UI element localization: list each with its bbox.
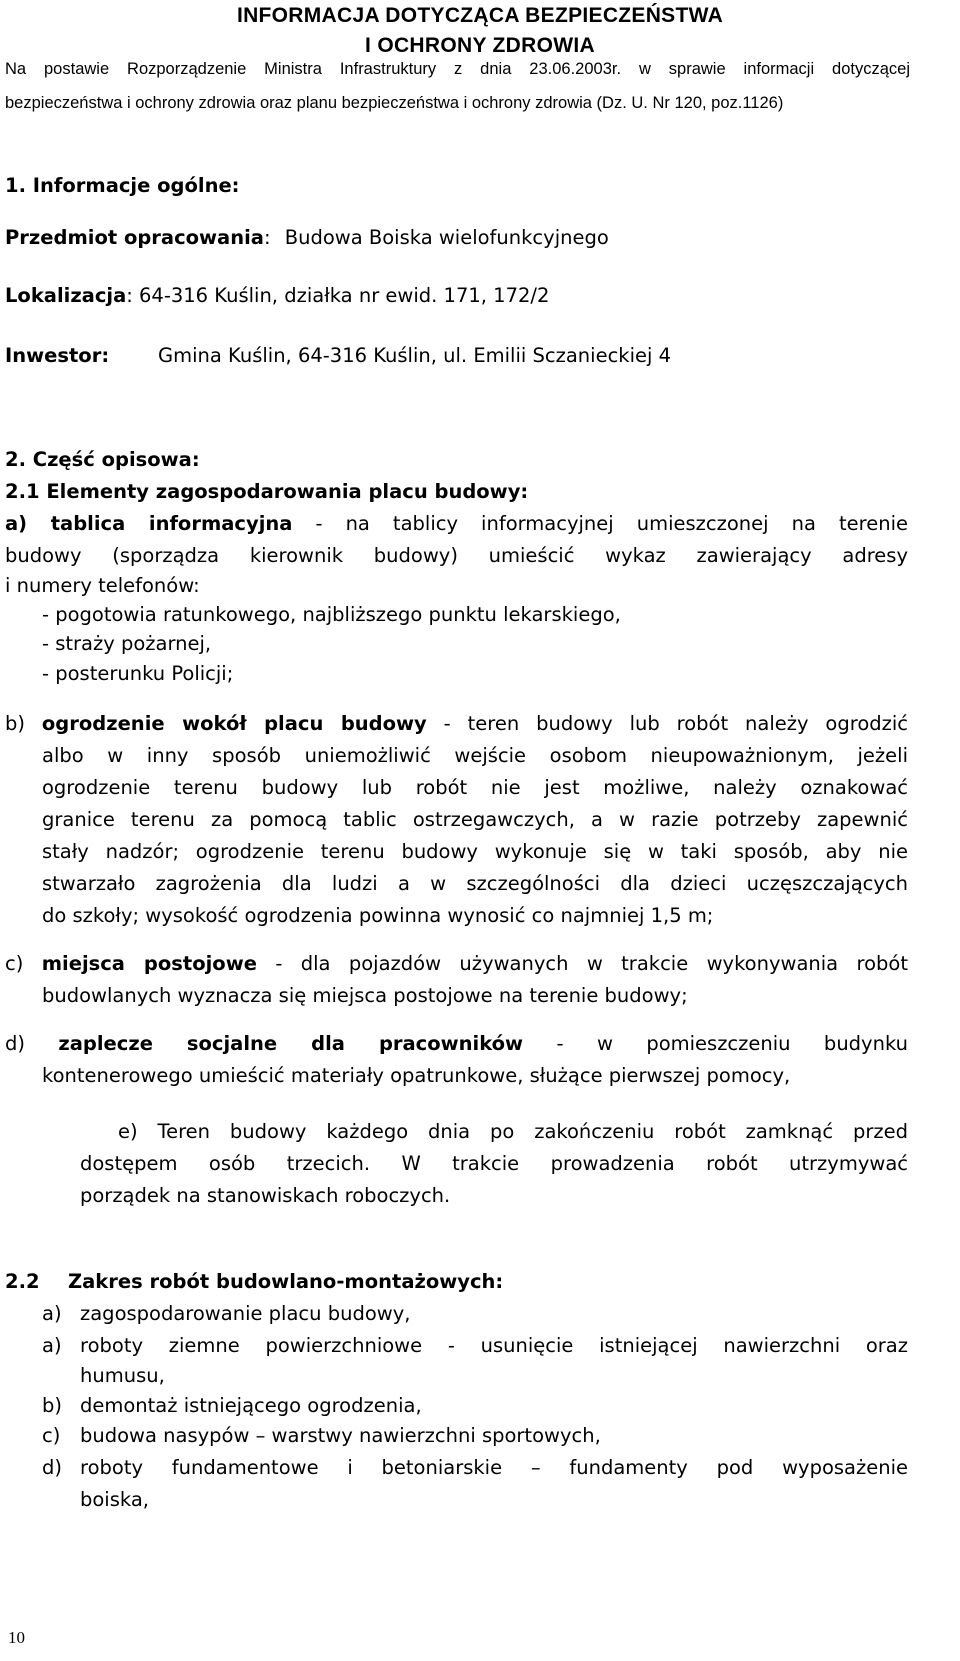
document-title-line1: INFORMACJA DOTYCZĄCA BEZPIECZEŃSTWA	[236, 4, 724, 27]
item-b-line: stały nadzór; ogrodzenie terenu budowy wykonuje się w taki sposób, aby nie	[42, 840, 908, 863]
item-b-marker: b)	[5, 712, 42, 735]
investor-label: Inwestor:	[5, 344, 110, 367]
section-general-heading: 1. Informacje ogólne:	[5, 174, 240, 197]
location-label: Lokalizacja	[5, 284, 127, 307]
phone-list-item: - pogotowia ratunkowego, najbliższego punktu lekarskiego,	[42, 603, 621, 626]
item-e-line3: porządek na stanowiskach roboczych.	[80, 1184, 451, 1207]
item-a-line2: budowy (sporządza kierownik budowy) umieścić wykaz zawierający adresy	[5, 544, 908, 567]
subject-value: Budowa Boiska wielofunkcyjnego	[284, 226, 609, 249]
document-title-line2: I OCHRONY ZDROWIA	[365, 34, 595, 57]
subject-row	[5, 226, 609, 249]
legal-basis-line2: bezpieczeństwa i ochrony zdrowia oraz planu bezpieczeństwa i ochrony zdrowia (Dz. U. Nr 120, poz.1126)	[5, 94, 784, 112]
item-c-line1	[5, 952, 908, 975]
item-e-line2: dostępem osób trzecich. W trakcie prowadzenia robót utrzymywać	[80, 1152, 908, 1175]
phone-list-item: - posterunku Policji;	[42, 662, 234, 685]
item-d-marker: d)	[5, 1032, 59, 1055]
item-b-line: ogrodzenie terenu budowy lub robót nie jest możliwe, należy oznakować	[42, 776, 908, 799]
location-separator: :	[126, 284, 133, 307]
item-d-line1	[5, 1032, 908, 1055]
scope-item-text: zagospodarowanie placu budowy,	[80, 1302, 411, 1325]
item-b-line: stwarzało zagrożenia dla ludzi a w szczególności dla dzieci uczęszczających	[42, 872, 908, 895]
item-c-line2: budowlanych wyznacza się miejsca postojowe na terenie budowy;	[42, 984, 688, 1007]
item-b-line: do szkoły; wysokość ogrodzenia powinna wynosić co najmniej 1,5 m;	[42, 904, 714, 927]
location-value: 64-316 Kuślin, działka nr ewid. 171, 172/2	[139, 284, 550, 307]
subject-label: Przedmiot opracowania	[5, 226, 264, 249]
scope-marker: a)	[42, 1302, 62, 1325]
item-e-line1: e) Teren budowy każdego dnia po zakończeniu robót zamknąć przed	[118, 1120, 908, 1143]
item-a-line1	[5, 512, 908, 535]
item-d-line1-text: - w pomieszczeniu budynku	[523, 1032, 908, 1055]
subsection-2-2-number: 2.2	[5, 1270, 40, 1293]
item-a-title: a) tablica informacyjna	[5, 512, 293, 535]
item-d-line2: kontenerowego umieścić materiały opatrunkowe, służące pierwszej pomocy,	[42, 1064, 791, 1087]
item-b-line: albo w inny sposób uniemożliwić wejście osobom nieupoważnionym, jeżeli	[42, 744, 908, 767]
item-c-marker: c)	[5, 952, 42, 975]
item-c-line1-text: - dla pojazdów używanych w trakcie wykonywania robót	[256, 952, 908, 975]
scope-item-text: budowa nasypów – warstwy nawierzchni sportowych,	[80, 1424, 601, 1447]
item-b-line1	[5, 712, 908, 735]
subsection-2-2-heading: Zakres robót budowlano-montażowych:	[68, 1270, 504, 1293]
scope-item-text: roboty fundamentowe i betoniarskie – fundamenty pod wyposażenie	[80, 1456, 908, 1479]
item-c-title: miejsca postojowe	[41, 952, 257, 975]
subject-separator: :	[263, 226, 271, 249]
scope-marker: d)	[42, 1456, 62, 1479]
section-descriptive-heading: 2. Część opisowa:	[5, 448, 200, 471]
item-b-title: ogrodzenie wokół placu budowy	[41, 712, 427, 735]
item-a-line1-text: - na tablicy informacyjnej umieszczonej na terenie	[292, 512, 908, 535]
item-b-line1-text: - teren budowy lub robót należy ogrodzić	[426, 712, 909, 735]
scope-marker: a)	[42, 1334, 62, 1357]
item-b-line: granice terenu za pomocą tablic ostrzegawczych, a w razie potrzeby zapewnić	[42, 808, 908, 831]
scope-marker: c)	[42, 1424, 61, 1447]
phone-list-item: - straży pożarnej,	[42, 632, 212, 655]
scope-item-text: demontaż istniejącego ogrodzenia,	[80, 1394, 422, 1417]
scope-item-text: roboty ziemne powierzchniowe - usunięcie istniejącej nawierzchni oraz	[80, 1334, 908, 1357]
scope-item-continuation: humusu,	[80, 1364, 165, 1387]
page-number: 10	[8, 1628, 25, 1647]
investor-value: Gmina Kuślin, 64-316 Kuślin, ul. Emilii Sczanieckiej 4	[158, 344, 672, 367]
subsection-2-1-heading: 2.1 Elementy zagospodarowania placu budowy:	[5, 480, 529, 503]
item-d-title: zaplecze socjalne dla pracowników	[58, 1032, 524, 1055]
item-a-line3: i numery telefonów:	[5, 574, 200, 597]
legal-basis-line1: Na postawie Rozporządzenie Ministra Infrastruktury z dnia 23.06.2003r. w sprawie informacji dotyczącej	[5, 60, 910, 78]
location-row	[5, 284, 549, 307]
scope-marker: b)	[42, 1394, 62, 1417]
scope-item-continuation: boiska,	[80, 1488, 149, 1511]
